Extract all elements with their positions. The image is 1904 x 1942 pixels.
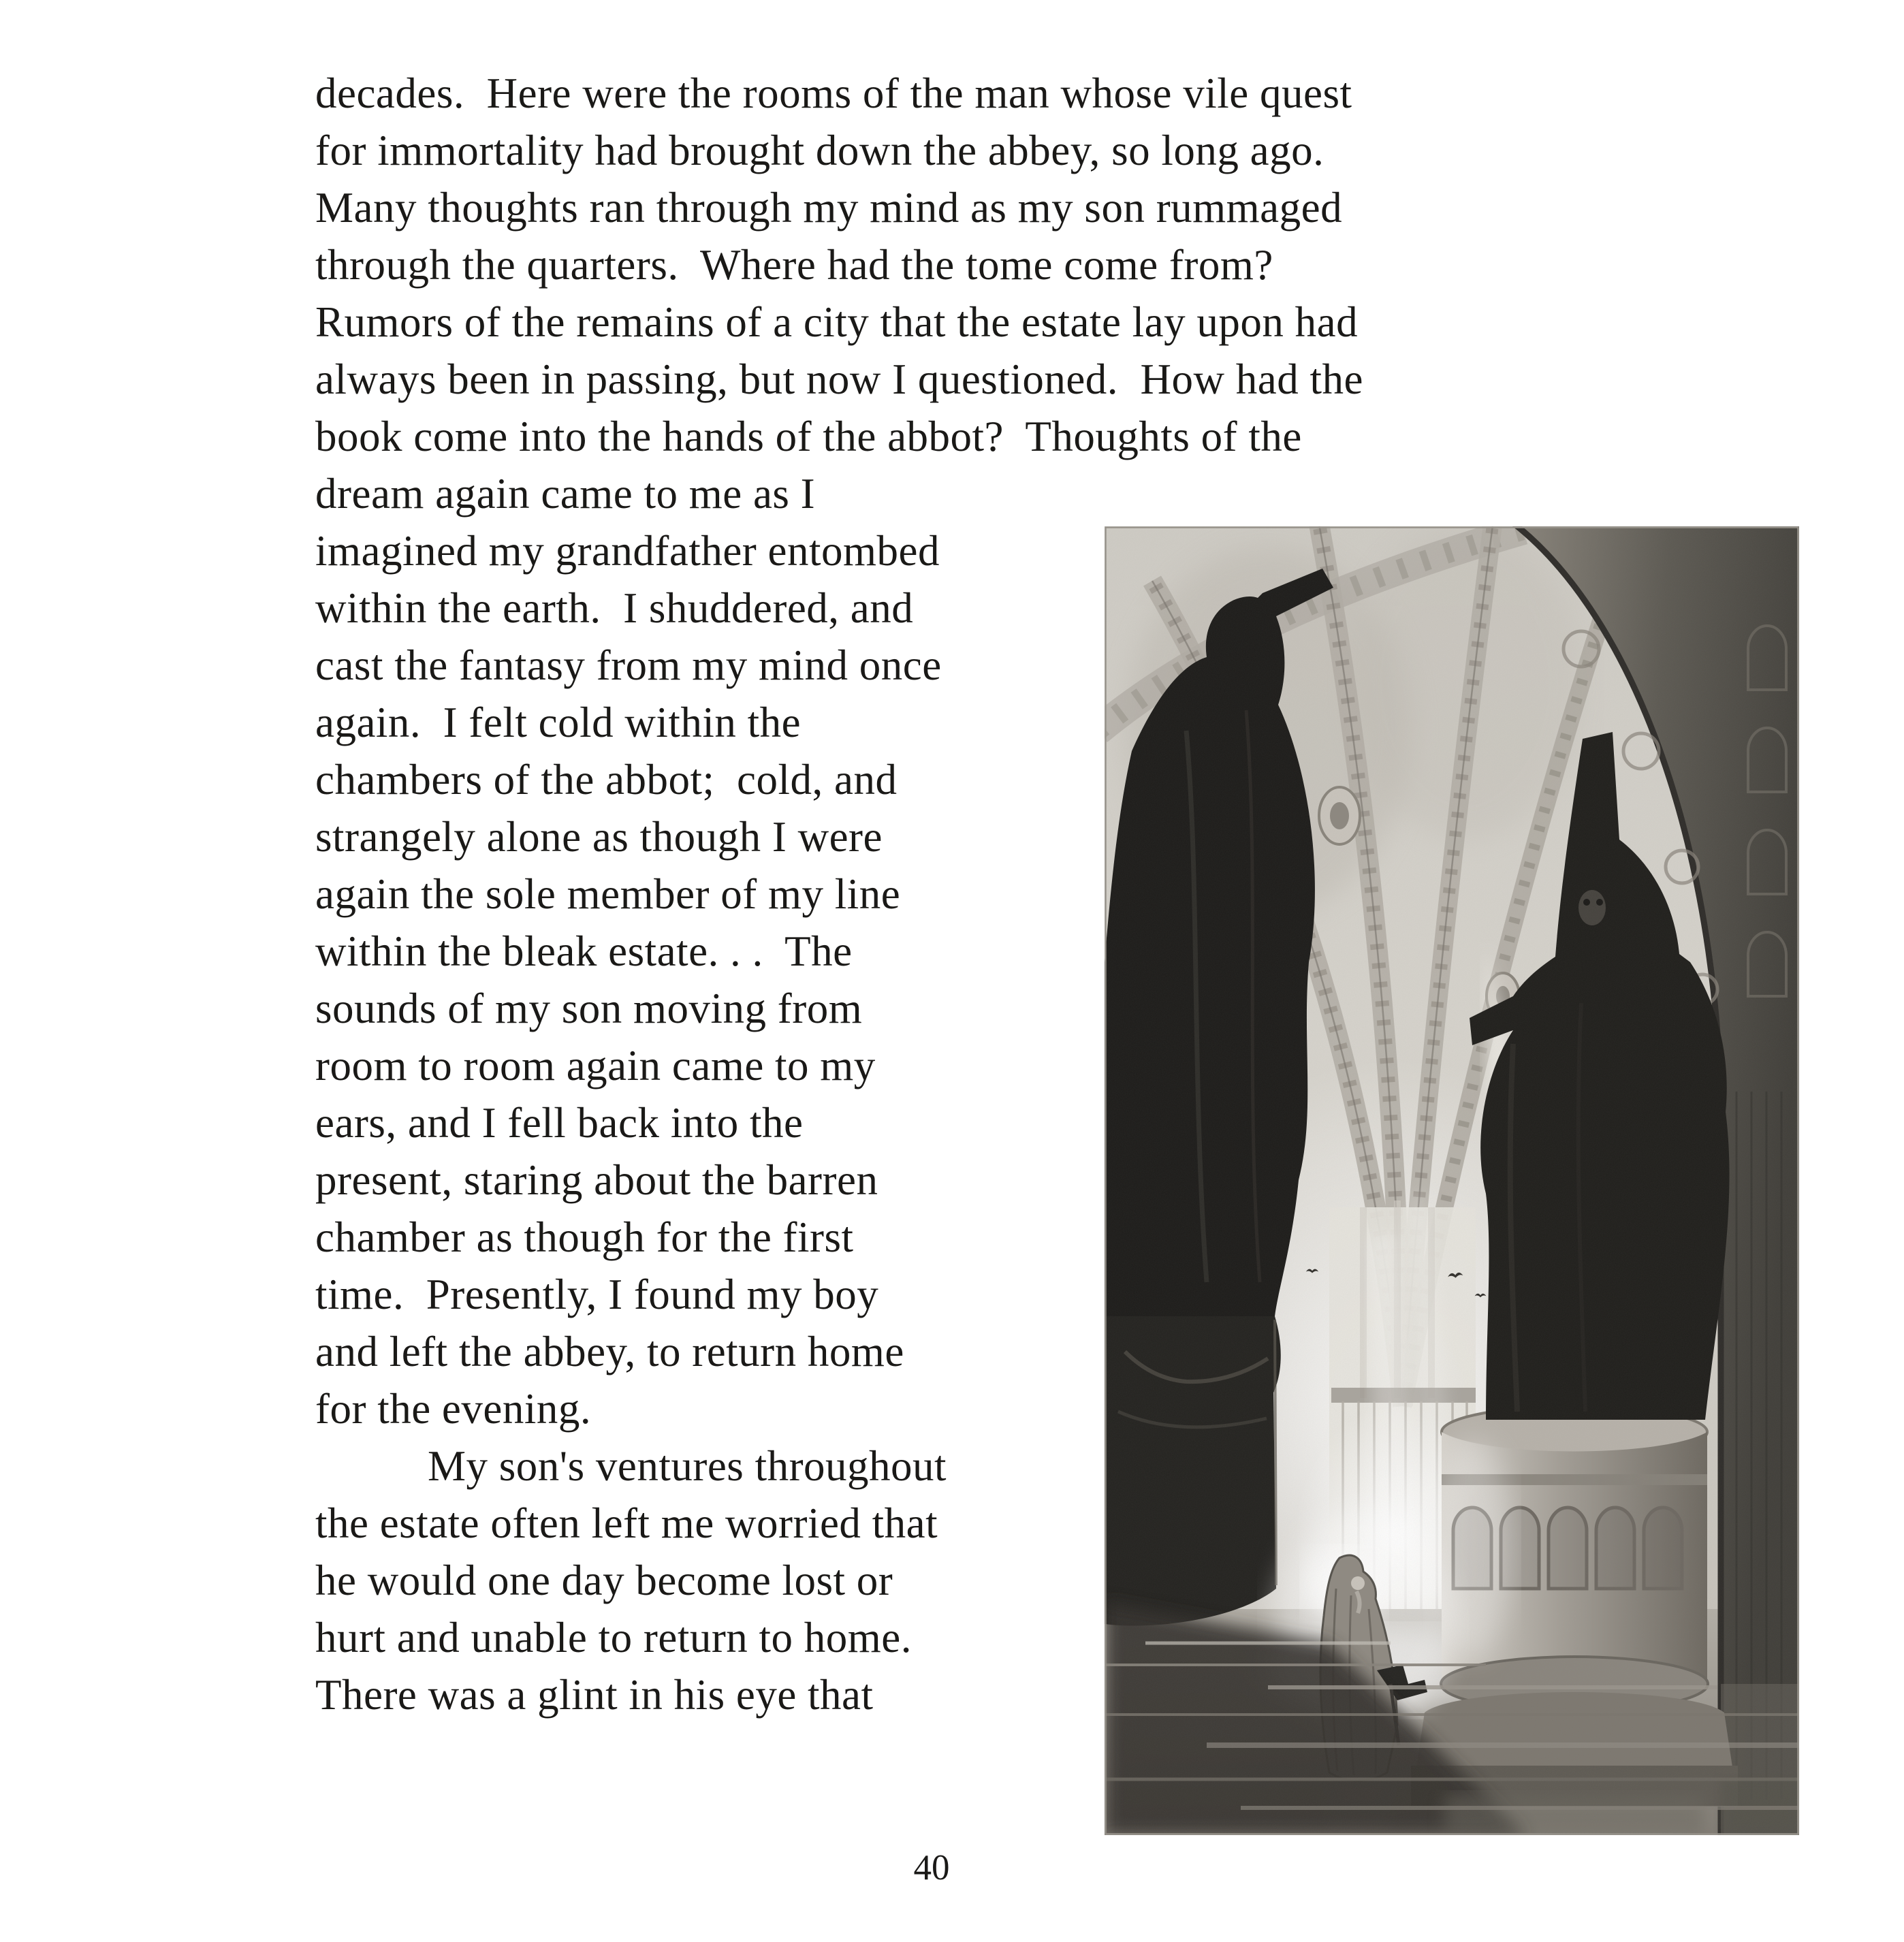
abbey-illustration bbox=[1105, 526, 1799, 1835]
text-line: within the bleak estate. . . The bbox=[315, 927, 853, 975]
text-line: he would one day become lost or bbox=[315, 1557, 893, 1604]
text-line: Many thoughts ran through my mind as my son rummaged bbox=[315, 184, 1343, 232]
text-line: for immortality had brought down the abbey, so long ago. bbox=[315, 127, 1324, 174]
text-line: and left the abbey, to return home bbox=[315, 1328, 904, 1375]
text-line: There was a glint in his eye that bbox=[315, 1671, 874, 1719]
text-line: chamber as though for the first bbox=[315, 1213, 854, 1261]
text-line: within the earth. I shuddered, and bbox=[315, 584, 914, 632]
text-line: cast the fantasy from my mind once bbox=[315, 641, 942, 689]
text-line: room to room again came to my bbox=[315, 1042, 876, 1089]
text-line: always been in passing, but now I questioned. How had the bbox=[315, 355, 1363, 403]
text-line: the estate often left me worried that bbox=[315, 1499, 938, 1547]
text-line: again. I felt cold within the bbox=[315, 699, 802, 746]
text-line: chambers of the abbot; cold, and bbox=[315, 756, 898, 803]
text-line: Rumors of the remains of a city that the estate lay upon had bbox=[315, 298, 1359, 346]
abbey-illustration-svg bbox=[1105, 526, 1799, 1835]
text-line: ears, and I fell back into the bbox=[315, 1099, 804, 1147]
text-line: again the sole member of my line bbox=[315, 870, 901, 918]
text-line: My son's ventures throughout bbox=[428, 1442, 947, 1490]
text-line: sounds of my son moving from bbox=[315, 985, 863, 1032]
text-line: imagined my grandfather entombed bbox=[315, 527, 940, 575]
page-number: 40 bbox=[913, 1848, 950, 1888]
text-line: dream again came to me as I bbox=[315, 470, 816, 518]
text-line: time. Presently, I found my boy bbox=[315, 1271, 879, 1318]
text-line: decades. Here were the rooms of the man whose vile quest bbox=[315, 69, 1352, 117]
paragraph-wrap-column bbox=[315, 465, 1139, 1723]
paragraph-full-width bbox=[315, 65, 1609, 465]
text-line: through the quarters. Where had the tome come from? bbox=[315, 241, 1273, 289]
text-line: for the evening. bbox=[315, 1385, 592, 1433]
text-line: present, staring about the barren bbox=[315, 1156, 878, 1204]
pencil-grain-overlay bbox=[1105, 526, 1799, 1835]
text-line: strangely alone as though I were bbox=[315, 813, 883, 861]
text-line: book come into the hands of the abbot? Thoughts of the bbox=[315, 413, 1302, 460]
text-line: hurt and unable to return to home. bbox=[315, 1614, 913, 1661]
